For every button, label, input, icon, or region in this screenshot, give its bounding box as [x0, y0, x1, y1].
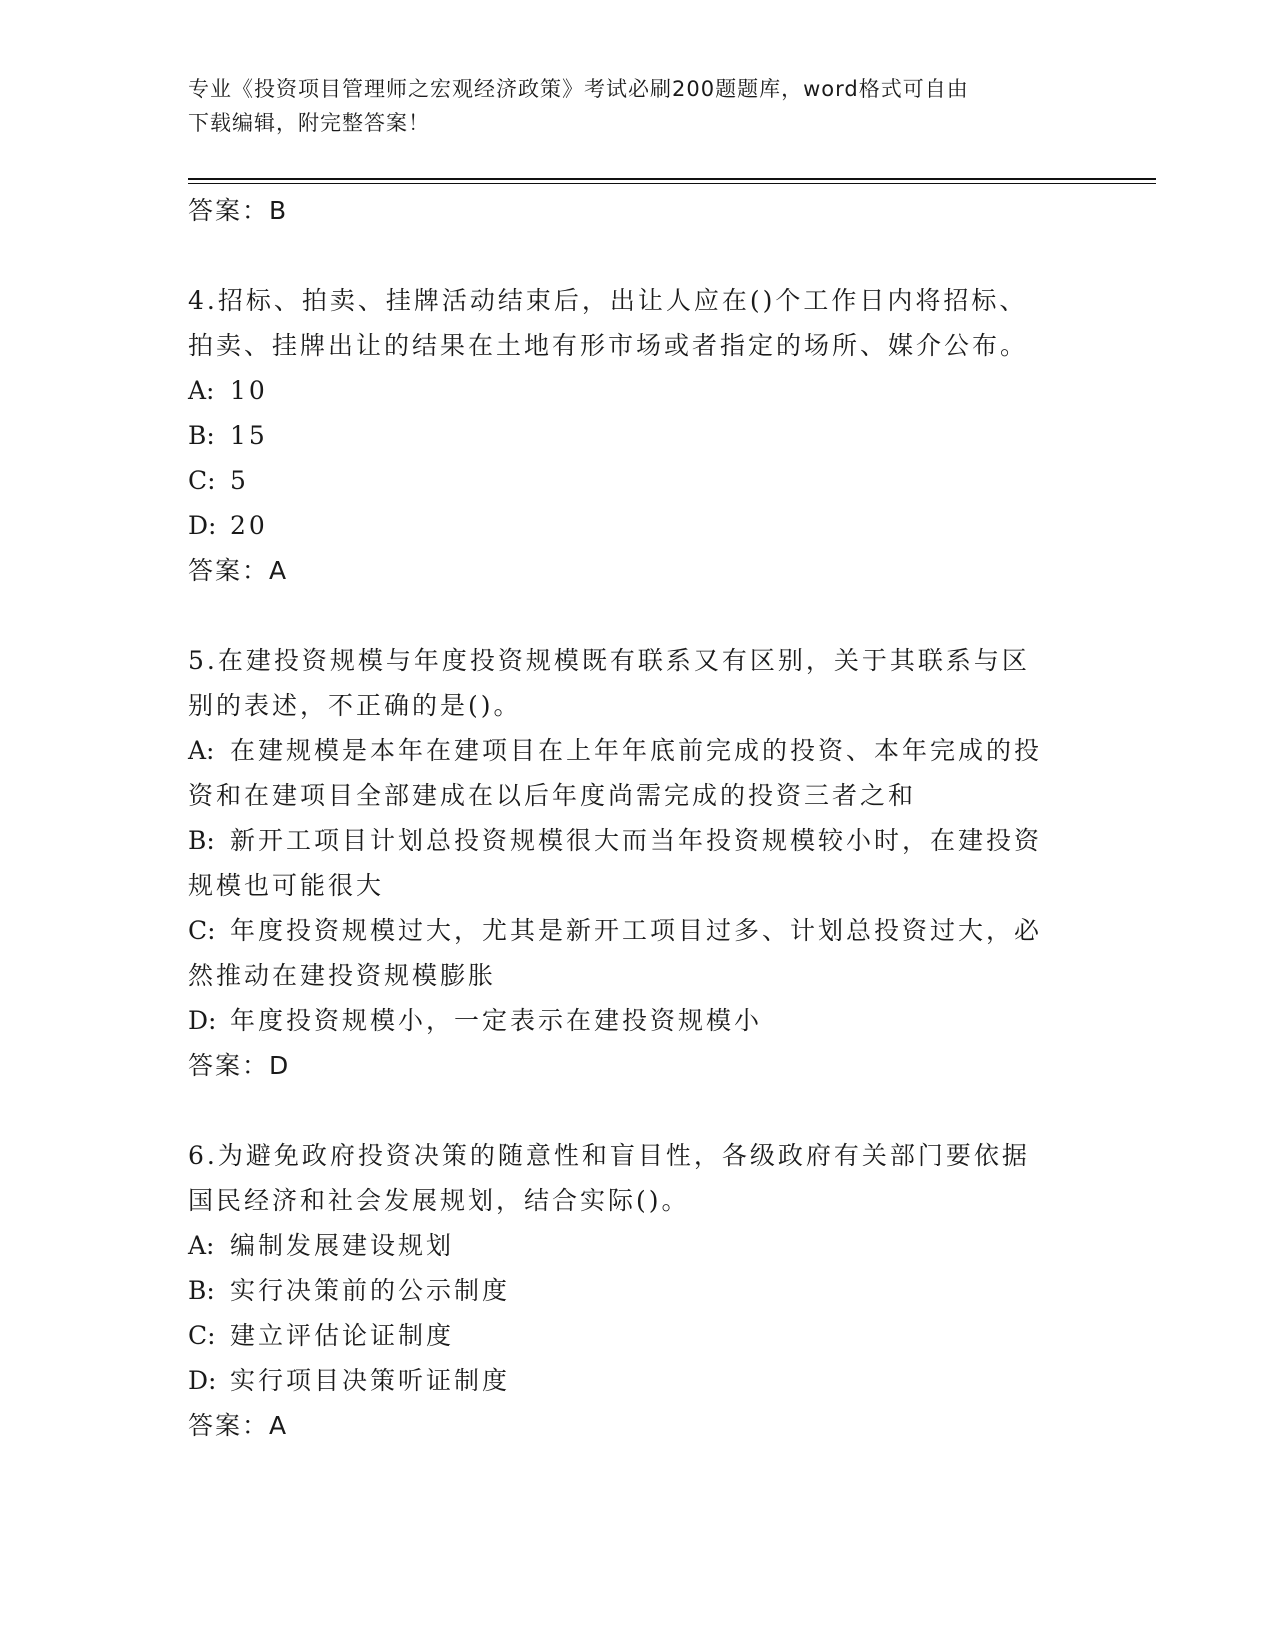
- option-text: 新开工项目计划总投资规模很大而当年投资规模较小时，在建投资: [230, 826, 1043, 855]
- answer-option: [188, 908, 1088, 953]
- option-label: B:: [188, 826, 215, 855]
- option-label: D:: [188, 511, 217, 540]
- option-label: C:: [188, 1321, 216, 1350]
- option-label: B:: [188, 421, 215, 450]
- option-label: C:: [188, 916, 216, 945]
- question-text-line: 拍卖、挂牌出让的结果在土地有形市场或者指定的场所、媒介公布。: [188, 331, 1029, 360]
- answer-option: [188, 1223, 1088, 1268]
- header-divider-thick: [188, 178, 1156, 180]
- option-label: D:: [188, 1006, 217, 1035]
- answer-option: [188, 818, 1088, 863]
- answer-line: 答案：A: [188, 1411, 289, 1440]
- answer-line: 答案：A: [188, 556, 289, 585]
- option-text: 在建规模是本年在建项目在上年年底前完成的投资、本年完成的投: [230, 736, 1043, 765]
- option-text: 实行决策前的公示制度: [230, 1276, 511, 1305]
- option-label: C:: [188, 466, 216, 495]
- answer-option: [188, 863, 1088, 908]
- answer-option: [188, 1268, 1088, 1313]
- answer-option: [188, 773, 1088, 818]
- option-text: 15: [230, 421, 268, 450]
- answer-option: [188, 728, 1088, 773]
- option-text: 资和在建项目全部建成在以后年度尚需完成的投资三者之和: [188, 781, 917, 810]
- question-text-line: 4.招标、拍卖、挂牌活动结束后，出让人应在()个工作日内将招标、: [188, 286, 1028, 315]
- option-label: A:: [188, 376, 215, 405]
- option-text: 实行项目决策听证制度: [230, 1366, 511, 1395]
- option-text: 20: [230, 511, 268, 540]
- answer-option: [188, 503, 1088, 548]
- option-label: B:: [188, 1276, 215, 1305]
- option-text: 建立评估论证制度: [230, 1321, 455, 1350]
- option-text: 然推动在建投资规模膨胀: [188, 961, 497, 990]
- answer-option: [188, 1313, 1088, 1358]
- option-text: 编制发展建设规划: [230, 1231, 455, 1260]
- document-header: [188, 72, 1068, 140]
- option-text: 5: [230, 466, 249, 495]
- header-line-1: 专业《投资项目管理师之宏观经济政策》考试必刷200题题库，word格式可自由: [188, 77, 969, 101]
- question-text-line: 5.在建投资规模与年度投资规模既有联系又有区别，关于其联系与区: [188, 646, 1030, 675]
- option-label: D:: [188, 1366, 217, 1395]
- answer-line: 答案：D: [188, 1051, 291, 1080]
- option-text: 年度投资规模小，一定表示在建投资规模小: [230, 1006, 763, 1035]
- option-label: A:: [188, 736, 215, 765]
- question-block: [188, 1133, 1088, 1448]
- answer-option: [188, 998, 1088, 1043]
- question-text-line: 国民经济和社会发展规划，结合实际()。: [188, 1186, 690, 1215]
- option-text: 年度投资规模过大，尤其是新开工项目过多、计划总投资过大，必: [230, 916, 1043, 945]
- question-text-line: 别的表述，不正确的是()。: [188, 691, 522, 720]
- answer-line: 答案：B: [188, 196, 289, 225]
- answer-option: [188, 458, 1088, 503]
- option-label: A:: [188, 1231, 215, 1260]
- question-block: [188, 638, 1088, 1088]
- answer-option: [188, 1358, 1088, 1403]
- header-line-2: 下载编辑，附完整答案！: [188, 111, 430, 135]
- answer-option: [188, 413, 1088, 458]
- question-list: [188, 188, 1088, 1448]
- question-block: [188, 278, 1088, 593]
- option-text: 规模也可能很大: [188, 871, 385, 900]
- header-divider-thin: [188, 183, 1156, 184]
- option-text: 10: [230, 376, 268, 405]
- answer-option: [188, 368, 1088, 413]
- question-text-line: 6.为避免政府投资决策的随意性和盲目性，各级政府有关部门要依据: [188, 1141, 1030, 1170]
- answer-option: [188, 953, 1088, 998]
